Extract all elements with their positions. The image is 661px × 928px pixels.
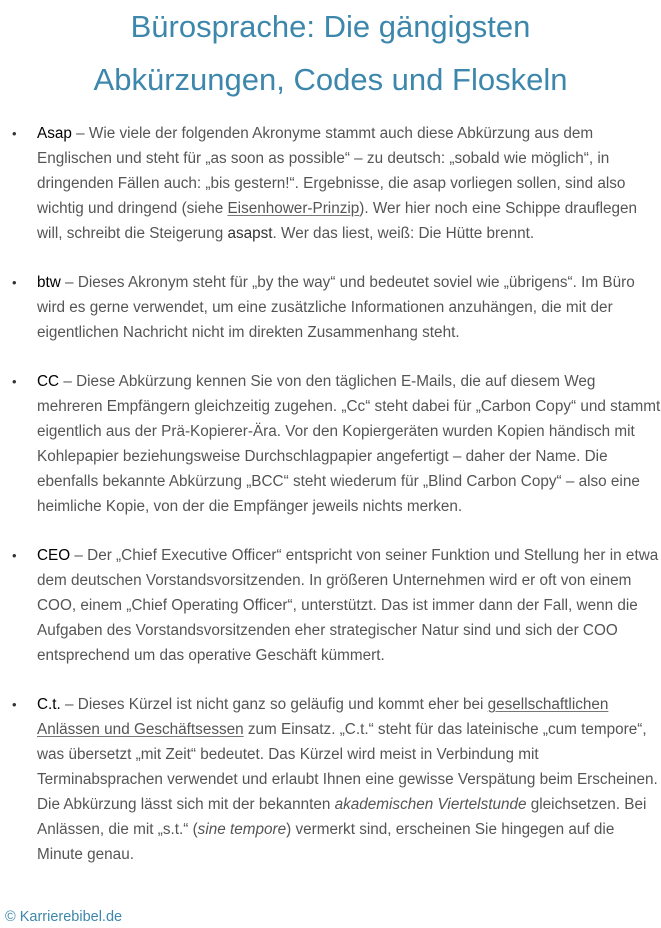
bullet-icon: • <box>12 548 17 563</box>
glossary-list <box>12 121 661 891</box>
description-text: gleichsetzen. Bei Anlässen, die mit „s.t.“ ( <box>37 796 647 838</box>
bullet-icon: • <box>12 697 17 712</box>
page-title-line-2: Abkürzungen, Codes und Floskeln <box>93 62 568 97</box>
link-gesellschaftliche-anlaesse[interactable]: gesellschaftlichen Anlässen und Geschäftsessen <box>37 696 609 738</box>
description-text: zum Einsatz. „C.t.“ steht für das lateinische „cum tempore“, was übersetzt „mit Zeit“ bedeutet. Das Kürzel wird meist in Verbindung mit Terminabsprachen verwendet und erlaubt Ihnen eine gewisse Verspätung beim Erscheinen. Die Abkürzung lässt sich mit der bekannten <box>37 721 658 813</box>
description-text: . Wer das liest, weiß: Die Hütte brennt. <box>272 225 535 242</box>
page-title-line-1: Bürosprache: Die gängigsten <box>130 9 531 44</box>
bullet-icon: • <box>12 126 17 141</box>
bullet-icon: • <box>12 374 17 389</box>
emphasis-sine-tempore: sine tempore <box>197 821 287 838</box>
page-title <box>0 0 661 106</box>
term-btw: btw <box>37 274 61 291</box>
footer-copyright: © Karrierebibel.de <box>5 909 123 925</box>
glossary-item-btw <box>12 270 661 345</box>
description-text: – Der „Chief Executive Officer“ entspricht von seiner Funktion und Stellung her in etwa dem deutschen Vorstandsvorsitzenden. In größeren Unternehmen wird er oft von einem COO, einem „Chief Operating Officer“, unterstützt. Das ist immer dann der Fall, wenn die Aufgaben des Vorstandsvorsitzenden eher strategischer Natur sind und sich der COO entsprechend um das operative Geschäft kümmert. <box>37 547 659 664</box>
description-text: – Wie viele der folgenden Akronyme stammt auch diese Abkürzung aus dem Englischen und steht für „as soon as possible“ – zu deutsch: „sobald wie möglich“, in dringenden Fällen auch: „bis gestern!“. Ergebnisse, die asap vorliegen sollen, sind also wichtig und dringend (siehe <box>37 125 626 217</box>
glossary-item-asap <box>12 121 661 246</box>
description-text: – Dieses Kürzel ist nicht ganz so geläufig und kommt eher bei <box>60 696 488 713</box>
glossary-item-cc <box>12 369 661 519</box>
bullet-icon: • <box>12 275 17 290</box>
term-cc: CC <box>37 373 60 390</box>
link-eisenhower-prinzip[interactable]: Eisenhower-Prinzip <box>227 200 360 217</box>
term-ceo: CEO <box>37 547 71 564</box>
description-text: – Dieses Akronym steht für „by the way“ und bedeutet soviel wie „übrigens“. Im Büro wird es gerne verwendet, um eine zusätzliche Informationen anzuhängen, die mit der eigentlichen Nachricht nicht im direkten Zusammenhang steht. <box>37 274 635 341</box>
description-text: – Diese Abkürzung kennen Sie von den täglichen E-Mails, die auf diesem Weg mehreren Empfängern gleichzeitig zugehen. „Cc“ steht dabei für „Carbon Copy“ und stammt eigentlich aus der Prä-Kopierer-Ära. Vor den Kopiergeräten wurden Kopien händisch mit Kohlepapier beziehungsweise Durchschlagpapier angefertigt – daher der Name. Die ebenfalls bekannte Abkürzung „BCC“ steht wiederum für „Blind Carbon Copy“ – also eine heimliche Kopie, von der die Empfänger jeweils nichts merken. <box>37 373 661 515</box>
description-text: ) vermerkt sind, erscheinen Sie hingegen auf die Minute genau. <box>37 821 615 863</box>
description-text: ). Wer hier noch eine Schippe drauflegen will, schreibt die Steigerung <box>37 200 638 242</box>
term-asap: Asap <box>37 125 72 142</box>
emphasis-akademische-viertelstunde: akademischen Viertelstunde <box>334 796 527 813</box>
term-ct: C.t. <box>37 696 61 713</box>
glossary-item-ct <box>12 692 661 867</box>
glossary-item-ceo <box>12 543 661 668</box>
term-asapst: asapst <box>227 225 273 242</box>
